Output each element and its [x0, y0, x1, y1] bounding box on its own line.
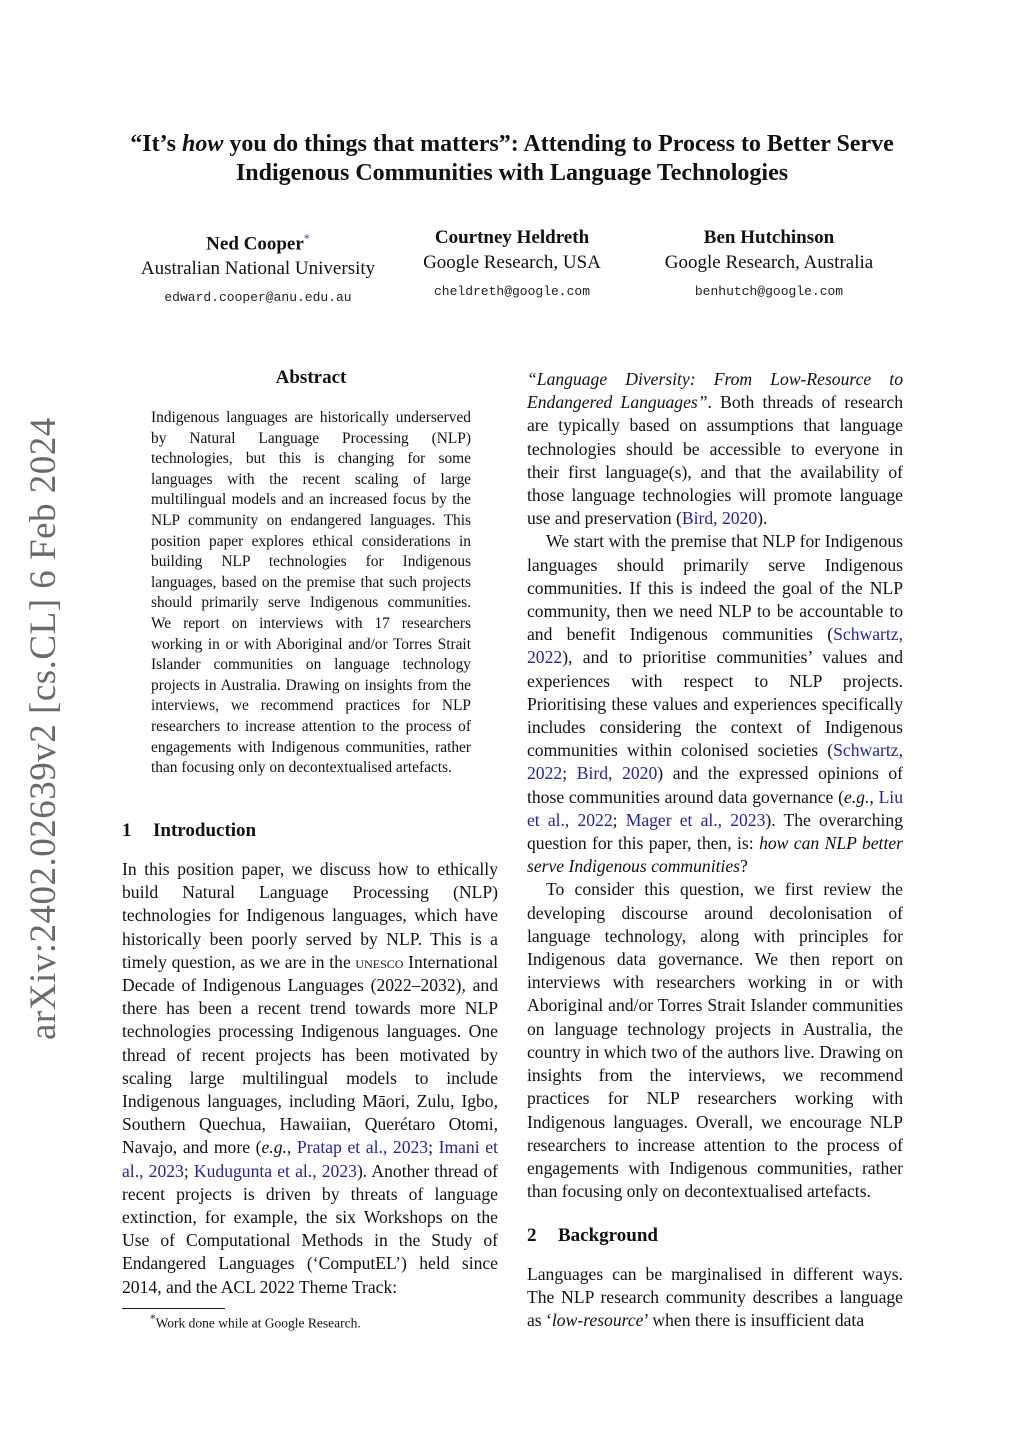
title-line1-suffix: you do things that matters”: Attending to Process to Better Serve	[223, 131, 894, 157]
text-run: . Both threads of research are typically based on assumptions that language technologies should be accessible to everyone in their first language(s), and that the availability of those language technologies will promote language use and preservation (	[527, 392, 903, 529]
section-heading-introduction	[122, 820, 256, 842]
author-block-2	[398, 226, 626, 299]
paper-title	[0, 130, 1024, 188]
citation-link[interactable]: Bird, 2020	[576, 763, 658, 784]
footnote-divider	[122, 1308, 225, 1309]
section-title: Introduction	[153, 820, 257, 841]
footnote-marker: *	[303, 231, 310, 245]
citation-link[interactable]: Pratap et al., 2023	[296, 1137, 429, 1158]
citation-link[interactable]: Kudugunta et al., 2023	[193, 1160, 357, 1181]
title-emphasis: how	[182, 131, 224, 157]
paragraph: To consider this question, we first review the developing discourse around decolonisation of language technology, along with principles for Indigenous data governance. We then report on interviews with researchers working in or with Aboriginal and/or Torres Strait Islander communities on language technology projects in Australia, the country in which two of the authors live. Drawing on insights from the interviews, we recommend practices for NLP researchers working with Indigenous languages. Overall, we encourage NLP researchers to increase attention to the process of engagements with Indigenous communities, rather than focusing only on decontextualised artefacts.	[527, 879, 903, 1202]
section-number: 2	[527, 1225, 537, 1246]
left-column-body	[122, 858, 498, 1299]
author-name: Ned Cooper	[206, 233, 304, 255]
author-block-3	[640, 226, 898, 299]
title-line1-prefix: “It’s	[130, 131, 183, 157]
section-title: Background	[558, 1225, 658, 1246]
research-question: how can NLP better serve Indigenous communities	[527, 833, 903, 877]
text-run: e.g.,	[843, 786, 874, 807]
section-heading-background	[527, 1225, 658, 1247]
abstract-heading: Abstract	[275, 367, 347, 388]
text-run: In this position paper, we discuss how to ethically build Natural Language Processing (NLP) technologies for Indigenous languages, which have historically been poorly served by NLP. This is a timely question, as we are in the	[122, 859, 498, 972]
author-name: Courtney Heldreth	[434, 227, 590, 248]
text-run: ), and to prioritise communities’ values and experiences with respect to NLP projects. Prioritising these values and experiences specifically includes considering the context of Indigenous communities within colonised societies (	[527, 647, 903, 761]
text-run: ;	[612, 809, 626, 830]
author-affiliation: Google Research, Australia	[664, 252, 874, 273]
author-name: Ben Hutchinson	[703, 227, 835, 248]
paragraph	[527, 1263, 903, 1333]
section-number: 1	[122, 820, 132, 841]
text-run: low-resource	[551, 1310, 644, 1331]
citation-link[interactable]: Imani et al., 2023	[122, 1137, 498, 1181]
title-line2: Indigenous Communities with Language Technologies	[235, 160, 789, 186]
text-run: ;	[183, 1160, 194, 1181]
footnote-text: Work done while at Google Research.	[155, 1315, 361, 1331]
text-run: ). The overarching question for this paper, then, is:	[527, 809, 903, 854]
background-paragraph	[527, 1263, 903, 1333]
author-email: benhutch@google.com	[694, 284, 844, 299]
citation-link[interactable]: Bird, 2020	[681, 508, 758, 529]
text-run: ’ when there is insufficient data	[643, 1310, 865, 1331]
right-column-body	[527, 368, 903, 1203]
author-affiliation: Australian National University	[140, 258, 376, 280]
author-affiliation: Google Research, USA	[423, 252, 601, 273]
author-block-1	[120, 226, 396, 305]
citation-link[interactable]: Mager et al., 2023	[625, 809, 766, 830]
footnote-mark: *	[150, 1313, 156, 1325]
text-run: Languages can be marginalised in different ways. The NLP research community describes a language as ‘	[527, 1264, 903, 1331]
arxiv-identifier: arXiv:2402.02639v2 [cs.CL] 6 Feb 2024	[23, 417, 64, 1040]
paragraph	[527, 530, 903, 878]
citation-link[interactable]: Schwartz, 2022	[527, 624, 903, 668]
author-email: cheldreth@google.com	[433, 284, 591, 299]
author-email: edward.cooper@anu.edu.au	[164, 290, 352, 306]
text-run: ;	[562, 763, 577, 784]
text-run: We start with the premise that NLP for Indigenous languages should primarily serve Indigenous communities. If this is indeed the goal of the NLP community, then we need NLP to be accountable to and benefit Indigenous communities (	[527, 531, 903, 645]
intro-paragraph	[122, 858, 498, 1299]
text-run: ;	[428, 1137, 439, 1158]
text-run: ?	[740, 856, 748, 877]
text-run: ) and the expressed opinions of those communities around data governance (	[527, 763, 903, 807]
paragraph	[527, 368, 903, 530]
citation-link[interactable]: Liu et al., 2022	[527, 786, 903, 830]
unesco-abbrev: unesco	[355, 951, 404, 972]
abstract-text: Indigenous languages are historically underserved by Natural Language Processing (NLP) technologies, but this is changing for some languages with the recent scaling of large multilingual models and an increased focus by the NLP community on endangered languages. This position paper explores ethical considerations in building NLP technologies for Indigenous languages, based on the premise that such projects should primarily serve Indigenous communities. We report on interviews with 17 researchers working in or with Aboriginal and/or Torres Strait Islander communities on language technology projects in Australia. Drawing on insights from the interviews, we recommend practices for NLP researchers to increase attention to the process of engagements with Indigenous communities, rather than focusing only on decontextualised artefacts.	[151, 409, 471, 777]
text-run: ). Another thread of recent projects is driven by threats of language extinction, for example, the six Workshops on the Use of Computational Methods in the Study of Endangered Languages (‘ComputEL’) held since 2014, and the ACL 2022 Theme Track:	[122, 1160, 498, 1297]
footnote	[150, 1313, 361, 1332]
text-run: e.g.,	[261, 1137, 292, 1158]
citation-link[interactable]: Schwartz, 2022	[527, 740, 903, 784]
text-run: International Decade of Indigenous Languages (2022–2032), and there has been a recent trend towards more NLP technologies processing Indigenous languages. One thread of recent projects has been motivated by scaling large multilingual models to include Indigenous languages, including Māori, Zulu, Igbo, Southern Quechua, Hawaiian, Querétaro Otomi, Navajo, and more (	[122, 951, 498, 1158]
text-run: ).	[757, 508, 768, 529]
text-run: “Language Diversity: From Low-Resource to Endangered Languages”	[527, 369, 903, 413]
